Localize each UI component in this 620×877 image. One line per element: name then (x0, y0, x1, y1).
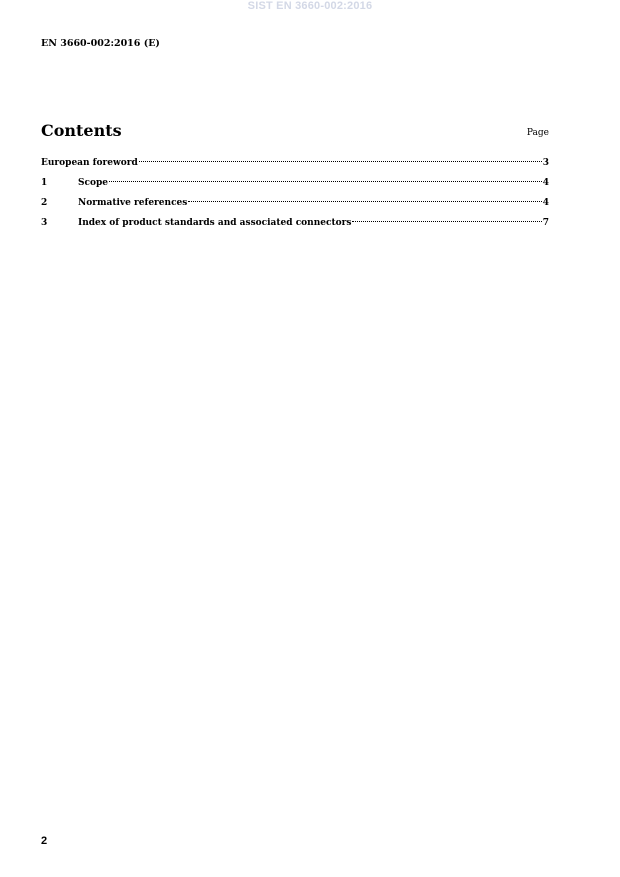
toc-leader-dots (139, 161, 542, 162)
toc-entry-foreword[interactable] (41, 156, 549, 176)
document-id: EN 3660-002:2016 (E) (41, 38, 160, 49)
toc-entry-page: 4 (542, 178, 549, 188)
page-column-label: Page (526, 128, 549, 138)
toc-entry-title: Normative references (78, 198, 188, 208)
toc-entry-number: 3 (41, 218, 48, 228)
toc-entry-index-of-product-standards[interactable] (41, 216, 549, 236)
toc-entry-page: 4 (542, 198, 549, 208)
toc-entry-page: 3 (542, 158, 549, 168)
toc-entry-title: Index of product standards and associated connectors (78, 218, 352, 228)
contents-heading: Contents (41, 121, 122, 140)
toc-entry-normative-references[interactable] (41, 196, 549, 216)
toc-leader-dots (109, 181, 542, 182)
table-of-contents (41, 156, 549, 236)
toc-leader-dots (188, 201, 541, 202)
toc-entry-number: 1 (41, 178, 48, 188)
toc-entry-scope[interactable] (41, 176, 549, 196)
page-number: 2 (41, 835, 48, 847)
toc-entry-title: Scope (78, 178, 109, 188)
toc-entry-number: 2 (41, 198, 48, 208)
toc-entry-page: 7 (542, 218, 549, 228)
watermark: SIST EN 3660-002:2016 (247, 0, 373, 12)
toc-entry-title: European foreword (41, 158, 138, 168)
toc-leader-dots (352, 221, 541, 222)
